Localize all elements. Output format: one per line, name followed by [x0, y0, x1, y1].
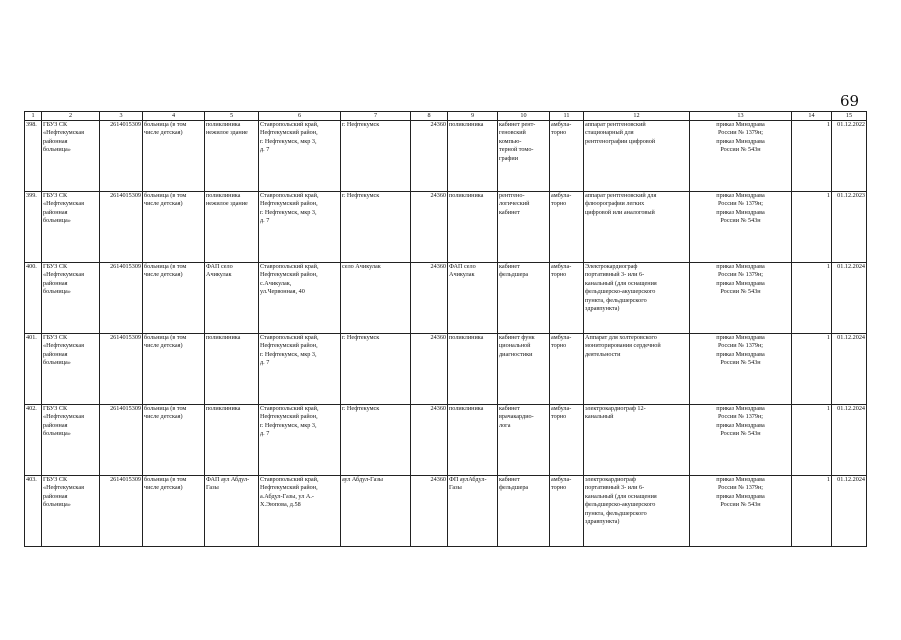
- structural-unit: ФАП село Ачикулак: [205, 263, 259, 334]
- inn-code: 2614015309: [100, 192, 143, 263]
- row-number: 399.: [25, 192, 42, 263]
- equipment-name: Электрокардиограф портативный 3- или 6- канальный (для оснащения фельдшерско-акушерского пункта, фельдшерского здравпункта): [584, 263, 690, 334]
- column-number: 8: [411, 112, 448, 121]
- column-number: 6: [259, 112, 341, 121]
- address: Ставропольский край, Нефтекумский район, г. Нефтекумск, мкр 3, д. 7: [259, 405, 341, 476]
- table-body: [25, 121, 867, 547]
- column-number: 15: [832, 112, 867, 121]
- facility-type: больница (в том числе детская): [143, 476, 205, 547]
- row-number: 402.: [25, 405, 42, 476]
- table-row: [25, 192, 867, 263]
- room: кабинет рент- геновский компью- терной томо- графии: [498, 121, 550, 192]
- column-number: 1: [25, 112, 42, 121]
- structural-unit: ФАП аул Абдул- Газы: [205, 476, 259, 547]
- organization-name: ГБУЗ СК «Нефтекумская районная больница»: [42, 263, 100, 334]
- organization-name: ГБУЗ СК «Нефтекумская районная больница»: [42, 121, 100, 192]
- column-number: 7: [341, 112, 411, 121]
- region-code: 24360: [411, 121, 448, 192]
- facility-type: больница (в том числе детская): [143, 192, 205, 263]
- region-code: 24360: [411, 334, 448, 405]
- locality: село Ачикулак: [341, 263, 411, 334]
- table-row: [25, 334, 867, 405]
- regulatory-order: приказ Минздрава России № 1379н; приказ Минздрава России № 543н: [690, 192, 792, 263]
- column-number: 11: [550, 112, 584, 121]
- room: кабинет фельдшера: [498, 263, 550, 334]
- address: Ставропольский край, Нефтекумский район, г. Нефтекумск, мкр 3, д. 7: [259, 121, 341, 192]
- inn-code: 2614015309: [100, 263, 143, 334]
- row-number: 398.: [25, 121, 42, 192]
- date: 01.12.2023: [832, 192, 867, 263]
- column-number: 10: [498, 112, 550, 121]
- row-number: 401.: [25, 334, 42, 405]
- regulatory-order: приказ Минздрава России № 1379н; приказ Минздрава России № 543н: [690, 476, 792, 547]
- address: Ставропольский край, Нефтекумский район, а.Абдул-Газы, ул А.- Х.Эюпова, д.58: [259, 476, 341, 547]
- region-code: 24360: [411, 263, 448, 334]
- column-number: 14: [792, 112, 832, 121]
- care-condition: амбула- торно: [550, 121, 584, 192]
- inn-code: 2614015309: [100, 476, 143, 547]
- department: поликлиника: [448, 405, 498, 476]
- locality: г. Нефтекумск: [341, 334, 411, 405]
- regulatory-order: приказ Минздрава России № 1379н; приказ Минздрава России № 543н: [690, 334, 792, 405]
- locality: г. Нефтекумск: [341, 405, 411, 476]
- care-condition: амбула- торно: [550, 263, 584, 334]
- column-number: 2: [42, 112, 100, 121]
- column-number: 4: [143, 112, 205, 121]
- locality: г. Нефтекумск: [341, 192, 411, 263]
- organization-name: ГБУЗ СК «Нефтекумская районная больница»: [42, 334, 100, 405]
- facility-type: больница (в том числе детская): [143, 405, 205, 476]
- care-condition: амбула- торно: [550, 334, 584, 405]
- equipment-name: электрокардиограф портативный 3- или 6- канальный (для оснащения фельдшерско-акушерского пункта, фельдшерского здравпункта): [584, 476, 690, 547]
- equipment-name: Аппарат для холтеровского мониторирования сердечной деятельности: [584, 334, 690, 405]
- column-14: 1: [792, 263, 832, 334]
- regulatory-order: приказ Минздрава России № 1379н; приказ Минздрава России № 543н: [690, 405, 792, 476]
- address: Ставропольский край, Нефтекумский район, г. Нефтекумск, мкр 3, д. 7: [259, 192, 341, 263]
- room: кабинет функ циональной диагностики: [498, 334, 550, 405]
- locality: г. Нефтекумск: [341, 121, 411, 192]
- column-14: 1: [792, 121, 832, 192]
- care-condition: амбула- торно: [550, 192, 584, 263]
- table-row: [25, 405, 867, 476]
- facility-type: больница (в том числе детская): [143, 263, 205, 334]
- room: кабинет фельдшера: [498, 476, 550, 547]
- structural-unit: поликлиника нежилое здание: [205, 192, 259, 263]
- date: 01.12.2024: [832, 405, 867, 476]
- column-number: 13: [690, 112, 792, 121]
- date: 01.12.2022: [832, 121, 867, 192]
- inn-code: 2614015309: [100, 405, 143, 476]
- room: кабинет врачакардио- лога: [498, 405, 550, 476]
- region-code: 24360: [411, 192, 448, 263]
- address: Ставропольский край, Нефтекумский район, г. Нефтекумск, мкр 3, д. 7: [259, 334, 341, 405]
- department: поликлиника: [448, 334, 498, 405]
- organization-name: ГБУЗ СК «Нефтекумская районная больница»: [42, 476, 100, 547]
- organization-name: ГБУЗ СК «Нефтекумская районная больница»: [42, 405, 100, 476]
- table-row: [25, 263, 867, 334]
- care-condition: амбула- торно: [550, 405, 584, 476]
- structural-unit: поликлиника: [205, 334, 259, 405]
- page-number: 69: [840, 92, 860, 110]
- equipment-table: [24, 111, 867, 547]
- room: рентгено- логический кабинет: [498, 192, 550, 263]
- date: 01.12.2024: [832, 476, 867, 547]
- locality: аул Абдул-Газы: [341, 476, 411, 547]
- column-14: 1: [792, 405, 832, 476]
- regulatory-order: приказ Минздрава России № 1379н; приказ Минздрава России № 543н: [690, 121, 792, 192]
- column-number-row: [25, 112, 867, 121]
- column-number: 3: [100, 112, 143, 121]
- column-number: 5: [205, 112, 259, 121]
- regulatory-order: приказ Минздрава России № 1379н; приказ Минздрава России № 543н: [690, 263, 792, 334]
- column-number: 12: [584, 112, 690, 121]
- row-number: 400.: [25, 263, 42, 334]
- care-condition: амбула- торно: [550, 476, 584, 547]
- column-14: 1: [792, 476, 832, 547]
- column-14: 1: [792, 192, 832, 263]
- inn-code: 2614015309: [100, 334, 143, 405]
- table-row: [25, 121, 867, 192]
- inn-code: 2614015309: [100, 121, 143, 192]
- equipment-name: электрокардиограф 12- канальный: [584, 405, 690, 476]
- department: поликлиника: [448, 121, 498, 192]
- address: Ставропольский край, Нефтекумский район, с.Ачикулак, ул.Червонная, 40: [259, 263, 341, 334]
- column-number: 9: [448, 112, 498, 121]
- department: ФАП село Ачикулак: [448, 263, 498, 334]
- region-code: 24360: [411, 476, 448, 547]
- equipment-name: аппарат рентгеновский для флюорографии легких цифровой или аналоговый: [584, 192, 690, 263]
- date: 01.12.2024: [832, 334, 867, 405]
- column-14: 1: [792, 334, 832, 405]
- facility-type: больница (в том числе детская): [143, 334, 205, 405]
- row-number: 403.: [25, 476, 42, 547]
- date: 01.12.2024: [832, 263, 867, 334]
- structural-unit: поликлиника нежилое здание: [205, 121, 259, 192]
- facility-type: больница (в том числе детская): [143, 121, 205, 192]
- department: поликлиника: [448, 192, 498, 263]
- organization-name: ГБУЗ СК «Нефтекумская районная больница»: [42, 192, 100, 263]
- department: ФП аулАбдул- Газы: [448, 476, 498, 547]
- table-row: [25, 476, 867, 547]
- structural-unit: поликлиника: [205, 405, 259, 476]
- equipment-name: аппарат рентгеновский стационарный для рентгенографии цифровой: [584, 121, 690, 192]
- region-code: 24360: [411, 405, 448, 476]
